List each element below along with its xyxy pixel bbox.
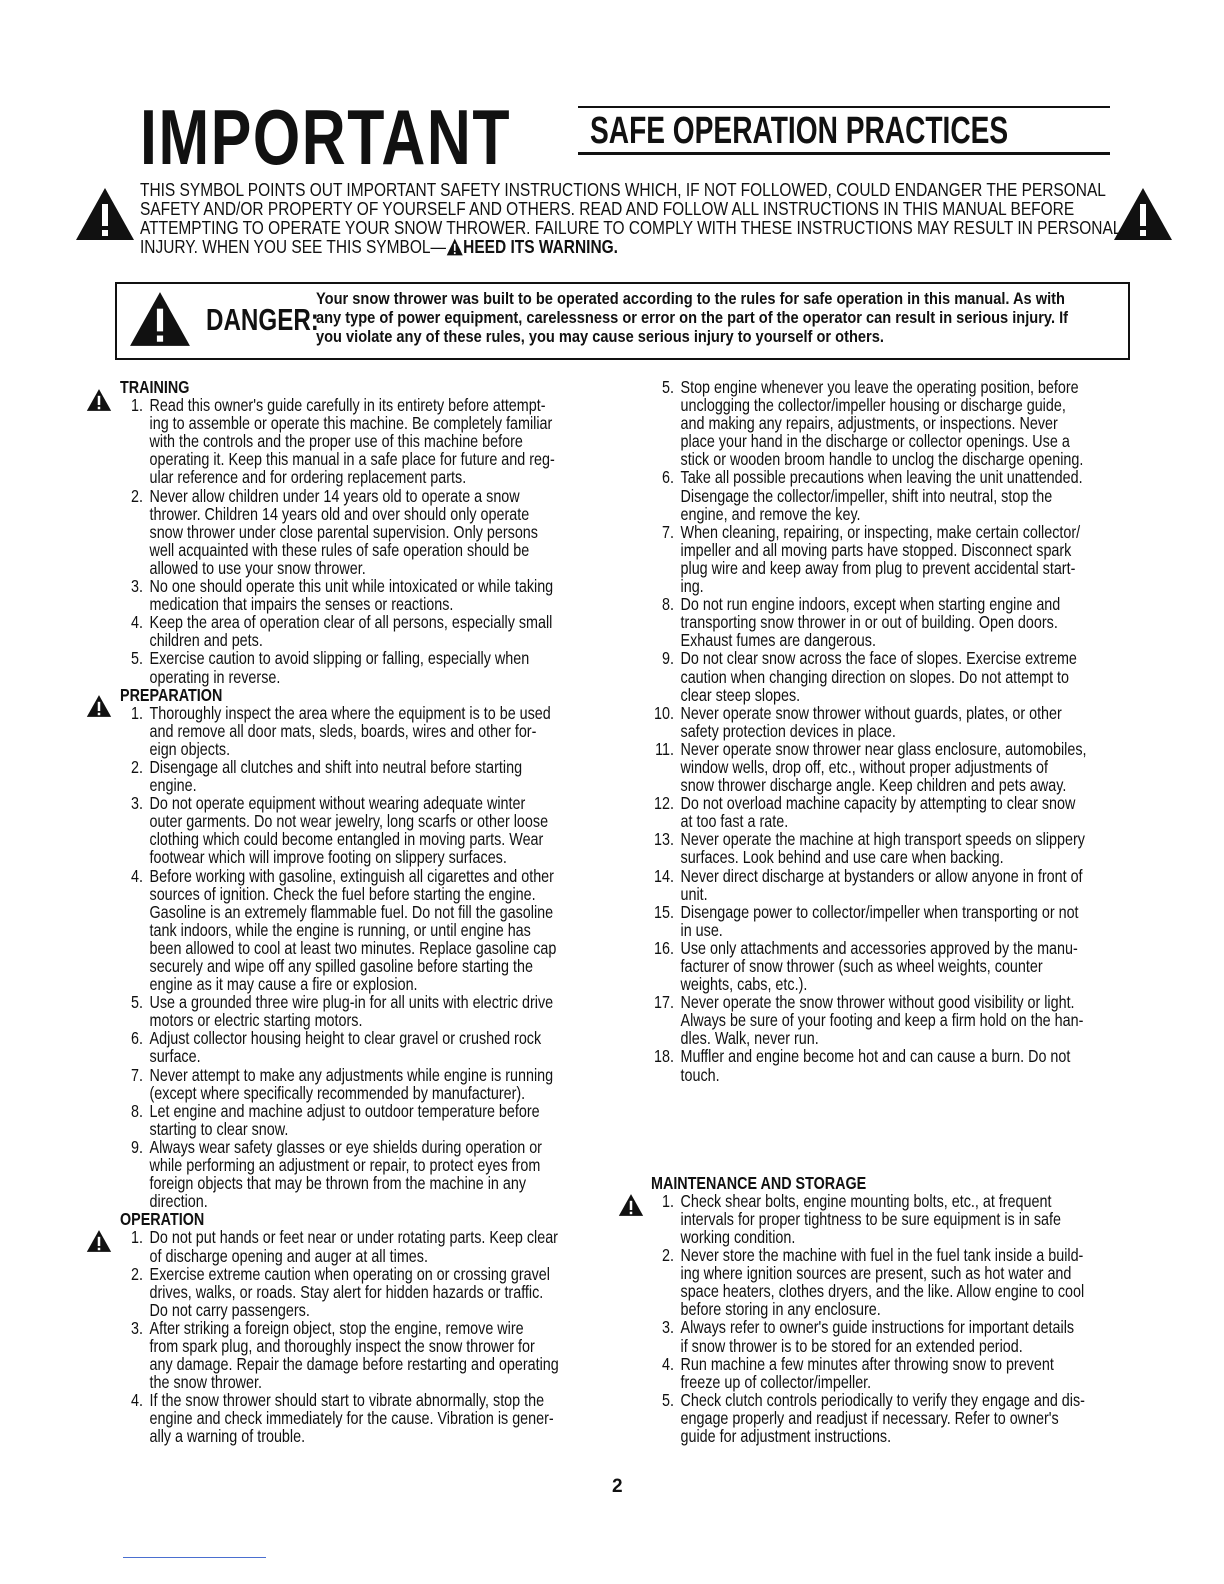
item-text	[150, 487, 600, 577]
item-line: If the snow thrower should start to vibrate abnormally, stop the	[149, 1390, 545, 1411]
training-list	[120, 396, 600, 686]
item-line: Never attempt to make any adjustments while engine is running	[149, 1064, 554, 1085]
item-line: Do not overload machine capacity by attempting to clear snow	[680, 793, 1076, 814]
item-text	[150, 993, 600, 1029]
title-rule	[578, 106, 1110, 108]
item-line: clothing which could become entangled in moving parts. Wear	[149, 829, 544, 850]
item-line: engine.	[149, 775, 197, 796]
item-line: space heaters, clothes dryers, and the like. Allow engine to cool	[680, 1281, 1085, 1302]
item-number: 2.	[661, 1245, 674, 1266]
item-line: Do not operate equipment without wearing adequate winter	[149, 793, 526, 814]
item-line: Exercise caution to avoid slipping or falling, especially when	[149, 648, 530, 669]
item-line: Thoroughly inspect the area where the equipment is to be used	[149, 702, 551, 723]
intro-last-line-prefix: INJURY. WHEN YOU SEE THIS SYMBOL—	[140, 237, 446, 257]
list-item	[651, 1192, 1131, 1246]
item-line: operating it. Keep this manual in a safe place for future and reg-	[149, 449, 555, 470]
operation-continued-section	[651, 378, 1131, 1084]
item-line: and making any repairs, adjustments, or inspections. Never	[680, 413, 1058, 434]
item-text	[150, 1029, 600, 1065]
list-item	[120, 704, 600, 758]
item-line: Always refer to owner's guide instructions for important details	[680, 1317, 1075, 1338]
item-line: engine, and remove the key.	[680, 503, 861, 524]
list-item	[651, 740, 1131, 794]
item-number: 1.	[130, 1227, 143, 1248]
list-item	[651, 939, 1131, 993]
item-text	[150, 1066, 600, 1102]
item-line: Disengage the collector/impeller, shift into neutral, stop the	[680, 485, 1053, 506]
item-text	[681, 740, 1131, 794]
item-line: Use a grounded three wire plug-in for all units with electric drive	[149, 992, 554, 1013]
list-item	[120, 1029, 600, 1065]
item-number: 5.	[130, 992, 143, 1013]
item-line: dles. Walk, never run.	[680, 1028, 819, 1049]
item-text	[681, 1391, 1131, 1445]
list-item	[120, 1138, 600, 1210]
item-number: 2.	[130, 1263, 143, 1284]
list-item	[120, 1102, 600, 1138]
list-item	[120, 1265, 600, 1319]
item-line: freeze up of collector/impeller.	[680, 1371, 872, 1392]
item-line: of discharge opening and auger at all times.	[149, 1245, 428, 1266]
item-line: unclogging the collector/impeller housing or discharge guide,	[680, 395, 1066, 416]
list-item	[651, 903, 1131, 939]
section-heading-preparation: PREPARATION	[120, 684, 223, 705]
item-line: Take all possible precautions when leaving the unit unattended.	[680, 467, 1083, 488]
item-line: window wells, drop off, etc., without proper adjustments of	[680, 756, 1048, 777]
item-line: touch.	[680, 1064, 720, 1085]
item-number: 13.	[654, 829, 674, 850]
item-line: Do not clear snow across the face of slopes. Exercise extreme	[680, 648, 1077, 669]
right-column	[651, 378, 1131, 1445]
item-line: Use only attachments and accessories approved by the manu-	[680, 937, 1078, 958]
item-line: Check clutch controls periodically to verify they engage and dis-	[680, 1389, 1085, 1410]
item-text	[150, 867, 600, 994]
intro-line: SAFETY AND/OR PROPERTY OF YOURSELF AND OTHERS. READ AND FOLLOW ALL INSTRUCTIONS IN THIS MANUAL BEFORE	[140, 199, 1075, 219]
warning-triangle-icon	[1112, 186, 1174, 242]
list-item	[651, 993, 1131, 1047]
item-line: sources of ignition. Check the fuel before starting the engine.	[149, 883, 536, 904]
list-item	[651, 523, 1131, 595]
maintenance-section	[651, 1174, 1131, 1445]
preparation-list	[120, 704, 600, 1211]
item-text	[681, 523, 1131, 595]
list-item	[120, 1319, 600, 1391]
item-line: tank indoors, while the engine is running, or until engine has	[149, 919, 531, 940]
item-line: Keep the area of operation clear of all persons, especially small	[149, 612, 553, 633]
item-text	[681, 1047, 1131, 1083]
list-item	[120, 396, 600, 486]
item-line: facturer of snow thrower (such as wheel weights, counter	[680, 956, 1043, 976]
item-line: Always wear safety glasses or eye shields during operation or	[149, 1136, 542, 1157]
item-number: 8.	[661, 594, 674, 615]
item-text	[681, 649, 1131, 703]
list-item	[120, 993, 600, 1029]
item-line: before storing in any enclosure.	[680, 1299, 881, 1320]
item-number: 3.	[661, 1317, 674, 1338]
item-line: with the controls and the proper use of this machine before	[149, 431, 523, 452]
intro-line	[140, 238, 1112, 257]
danger-text	[316, 289, 1116, 346]
list-item	[651, 1318, 1131, 1354]
item-line: place your hand in the discharge or collector openings. Use a	[680, 431, 1070, 452]
item-line: direction.	[149, 1191, 208, 1212]
item-line: allowed to use your snow thrower.	[149, 557, 366, 578]
item-line: Before working with gasoline, extinguish all cigarettes and other	[149, 865, 554, 886]
item-line: Exercise extreme caution when operating on or crossing gravel	[149, 1263, 550, 1284]
item-line: surfaces. Look behind and use care when backing.	[680, 847, 1004, 868]
item-line: foreign objects that may be thrown from the machine in any	[149, 1173, 527, 1194]
item-number: 5.	[130, 648, 143, 669]
item-line: transporting snow thrower in or out of building. Open doors.	[680, 612, 1058, 633]
item-text	[681, 794, 1131, 830]
list-item	[651, 1047, 1131, 1083]
item-number: 4.	[661, 1353, 674, 1374]
item-line: outer garments. Do not wear jewelry, long scarfs or other loose	[149, 811, 549, 832]
intro-line: ATTEMPTING TO OPERATE YOUR SNOW THROWER. FAILURE TO COMPLY WITH THESE INSTRUCTIONS MAY RESULT IN PERSONAL	[140, 218, 1122, 238]
item-number: 17.	[654, 992, 674, 1013]
warning-triangle-icon	[86, 694, 112, 723]
list-item	[120, 487, 600, 577]
page-number: 2	[612, 1476, 623, 1497]
list-item	[120, 1066, 600, 1102]
item-number: 14.	[654, 865, 674, 886]
item-number: 12.	[654, 793, 674, 814]
item-line: snow thrower under close parental supervision. Only persons	[149, 521, 538, 542]
item-number: 4.	[130, 612, 143, 633]
item-number: 15.	[654, 901, 674, 922]
preparation-section	[120, 686, 600, 1211]
item-line: while performing an adjustment or repair, to protect eyes from	[149, 1155, 541, 1176]
item-line: starting to clear snow.	[149, 1118, 289, 1139]
item-line: stick or wooden broom handle to unclog the discharge opening.	[680, 449, 1084, 470]
item-line: Never operate snow thrower near glass enclosure, automobiles,	[680, 738, 1087, 759]
item-line: been allowed to cool at least two minutes. Replace gasoline cap	[149, 937, 557, 958]
item-text	[150, 1319, 600, 1391]
item-line: unit.	[680, 883, 708, 904]
warning-triangle-icon	[618, 1193, 644, 1222]
item-line: safety protection devices in place.	[680, 720, 896, 741]
item-text	[150, 613, 600, 649]
item-text	[150, 577, 600, 613]
danger-line: any type of power equipment, carelessness or error on the part of the operator can result in serious injury. If	[316, 308, 1069, 327]
item-line: Muffler and engine become hot and can cause a burn. Do not	[680, 1046, 1071, 1067]
item-line: engine and check immediately for the cause. Vibration is gener-	[149, 1408, 554, 1429]
list-item	[120, 649, 600, 685]
danger-line: you violate any of these rules, you may cause serious injury to yourself or others.	[316, 327, 884, 346]
warning-triangle-icon	[128, 290, 192, 348]
list-item	[120, 1391, 600, 1445]
item-number: 18.	[654, 1046, 674, 1067]
item-text	[150, 1138, 600, 1210]
list-item	[651, 468, 1131, 522]
item-line: the snow thrower.	[149, 1372, 262, 1393]
item-line: securely and wipe off any spilled gasoline before starting the	[149, 956, 533, 976]
item-line: well acquainted with these rules of safe operation should be	[149, 539, 530, 560]
item-line: Do not put hands or feet near or under rotating parts. Keep clear	[149, 1227, 558, 1248]
item-text	[681, 939, 1131, 993]
item-line: Disengage power to collector/impeller when transporting or not	[680, 901, 1079, 922]
item-text	[681, 867, 1131, 903]
item-line: clear steep slopes.	[680, 684, 801, 705]
item-line: footwear which will improve footing on slippery surfaces.	[149, 847, 507, 868]
item-number: 2.	[130, 756, 143, 777]
item-text	[150, 794, 600, 866]
item-line: surface.	[149, 1046, 201, 1067]
item-number: 4.	[130, 865, 143, 886]
section-heading-training: TRAINING	[120, 377, 190, 397]
item-line: Disengage all clutches and shift into neutral before starting	[149, 756, 523, 777]
warning-triangle-icon	[446, 238, 463, 256]
item-text	[681, 1192, 1131, 1246]
item-number: 3.	[130, 1317, 143, 1338]
training-section	[120, 378, 600, 686]
list-item	[120, 577, 600, 613]
item-text	[681, 378, 1131, 468]
item-number: 8.	[130, 1100, 143, 1121]
item-number: 5.	[661, 1389, 674, 1410]
item-line: children and pets.	[149, 630, 263, 651]
item-text	[150, 649, 600, 685]
item-line: (except where specifically recommended by manufacturer).	[149, 1082, 526, 1103]
operation-list	[120, 1228, 600, 1445]
item-line: Do not run engine indoors, except when starting engine and	[680, 594, 1061, 615]
item-line: Never allow children under 14 years old to operate a snow	[149, 485, 520, 506]
item-text	[681, 1246, 1131, 1318]
item-text	[150, 1391, 600, 1445]
item-line: Stop engine whenever you leave the operating position, before	[680, 377, 1079, 397]
item-text	[681, 468, 1131, 522]
item-line: Always be sure of your footing and keep a firm hold on the han-	[680, 1010, 1084, 1031]
item-number: 1.	[130, 702, 143, 723]
danger-line: Your snow thrower was built to be operated according to the rules for safe operation in this manual. As with	[316, 289, 1065, 308]
left-column	[120, 378, 600, 1446]
item-line: Adjust collector housing height to clear gravel or crushed rock	[149, 1028, 542, 1049]
subtitle-underline	[578, 152, 1110, 155]
item-text	[681, 704, 1131, 740]
item-line: eign objects.	[149, 738, 231, 759]
item-line: intervals for proper tightness to be sure equipment is in safe	[680, 1208, 1061, 1229]
item-line: any damage. Repair the damage before restarting and operating	[149, 1354, 559, 1375]
item-text	[150, 1228, 600, 1264]
item-text	[150, 1102, 600, 1138]
section-heading-operation: OPERATION	[120, 1209, 205, 1230]
item-line: Do not carry passengers.	[149, 1299, 310, 1320]
item-line: if snow thrower is to be stored for an extended period.	[680, 1335, 1023, 1356]
warning-triangle-icon	[86, 388, 112, 417]
item-line: engage properly and readjust if necessary. Refer to owner's	[680, 1407, 1059, 1428]
list-item	[651, 1246, 1131, 1318]
list-item	[120, 794, 600, 866]
intro-line: THIS SYMBOL POINTS OUT IMPORTANT SAFETY INSTRUCTIONS WHICH, IF NOT FOLLOWED, COULD ENDANGER THE PERSONAL	[140, 180, 1106, 200]
item-line: After striking a foreign object, stop the engine, remove wire	[149, 1317, 524, 1338]
item-line: Run machine a few minutes after throwing snow to prevent	[680, 1353, 1054, 1374]
item-line: at too fast a rate.	[680, 811, 789, 832]
item-line: When cleaning, repairing, or inspecting, make certain collector/	[680, 521, 1081, 542]
footer-rule	[123, 1557, 266, 1558]
item-number: 5.	[661, 377, 674, 397]
item-line: engine as it may cause a fire or explosion.	[149, 974, 418, 995]
item-number: 11.	[655, 738, 674, 759]
maintenance-list	[651, 1192, 1131, 1445]
item-line: operating in reverse.	[149, 666, 281, 687]
item-number: 9.	[661, 648, 674, 669]
page-subtitle: SAFE OPERATION PRACTICES	[590, 110, 1009, 152]
danger-label: DANGER:	[206, 302, 319, 337]
item-line: guide for adjustment instructions.	[680, 1425, 892, 1446]
list-item	[651, 1391, 1131, 1445]
item-line: caution when changing direction on slopes. Do not attempt to	[680, 666, 1070, 687]
item-number: 1.	[661, 1190, 674, 1211]
item-line: Read this owner's guide carefully in its entirety before attempt-	[149, 395, 546, 416]
item-line: thrower. Children 14 years old and over should only operate	[149, 503, 530, 524]
warning-triangle-icon	[86, 1229, 112, 1258]
item-number: 9.	[130, 1136, 143, 1157]
item-text	[150, 704, 600, 758]
heed-warning-text: HEED ITS WARNING.	[463, 237, 618, 257]
item-line: Never store the machine with fuel in the fuel tank inside a build-	[680, 1245, 1084, 1266]
warning-triangle-icon	[74, 186, 136, 242]
item-text	[681, 830, 1131, 866]
item-line: snow thrower discharge angle. Keep children and pets away.	[680, 775, 1067, 796]
item-line: Gasoline is an extremely flammable fuel. Do not fill the gasoline	[149, 901, 554, 922]
page-title: IMPORTANT	[140, 93, 512, 181]
item-line: ing to assemble or operate this machine. Be completely familiar	[149, 413, 553, 434]
item-line: ing.	[680, 576, 704, 597]
operation-section	[120, 1210, 600, 1445]
item-text	[150, 1265, 600, 1319]
item-line: impeller and all moving parts have stopped. Disconnect spark	[680, 539, 1072, 560]
list-item	[651, 830, 1131, 866]
list-item	[120, 613, 600, 649]
item-text	[681, 1355, 1131, 1391]
item-text	[681, 903, 1131, 939]
list-item	[120, 1228, 600, 1264]
list-item	[120, 867, 600, 994]
item-number: 7.	[130, 1064, 143, 1085]
list-item	[651, 1355, 1131, 1391]
item-number: 3.	[130, 576, 143, 597]
item-number: 6.	[661, 467, 674, 488]
item-number: 3.	[130, 793, 143, 814]
operation-continued-list	[651, 378, 1131, 1084]
item-line: and remove all door mats, sleds, boards, wires and other for-	[149, 720, 537, 741]
item-line: from spark plug, and thoroughly inspect the snow thrower for	[149, 1335, 535, 1356]
item-line: in use.	[680, 919, 723, 940]
item-number: 10.	[654, 702, 674, 723]
item-number: 2.	[130, 485, 143, 506]
item-line: medication that impairs the senses or reactions.	[149, 594, 454, 615]
item-line: Never operate snow thrower without guards, plates, or other	[680, 702, 1062, 723]
item-line: ular reference and for ordering replacement parts.	[149, 467, 467, 488]
item-number: 7.	[661, 521, 674, 542]
item-text	[150, 396, 600, 486]
item-text	[681, 595, 1131, 649]
list-item	[120, 758, 600, 794]
list-item	[651, 595, 1131, 649]
safety-symbol-intro	[140, 180, 1122, 257]
item-line: Never direct discharge at bystanders or allow anyone in front of	[680, 865, 1083, 886]
item-line: plug wire and keep away from plug to prevent accidental start-	[680, 557, 1076, 578]
item-line: No one should operate this unit while intoxicated or while taking	[149, 576, 554, 597]
item-line: Never operate the snow thrower without good visibility or light.	[680, 992, 1075, 1013]
list-item	[651, 794, 1131, 830]
item-number: 1.	[130, 395, 143, 416]
item-line: Exhaust fumes are dangerous.	[680, 630, 876, 651]
item-number: 16.	[654, 937, 674, 958]
list-item	[651, 867, 1131, 903]
list-item	[651, 649, 1131, 703]
list-item	[651, 704, 1131, 740]
item-line: working condition.	[680, 1226, 796, 1247]
item-text	[681, 1318, 1131, 1354]
item-line: ing where ignition sources are present, such as hot water and	[680, 1263, 1072, 1284]
item-line: Check shear bolts, engine mounting bolts, etc., at frequent	[680, 1190, 1052, 1211]
section-heading-maintenance: MAINTENANCE AND STORAGE	[651, 1172, 867, 1193]
item-number: 4.	[130, 1390, 143, 1411]
item-line: ally a warning of trouble.	[149, 1426, 306, 1447]
item-line: weights, cabs, etc.).	[680, 974, 808, 995]
list-item	[651, 378, 1131, 468]
item-line: Let engine and machine adjust to outdoor temperature before	[149, 1100, 540, 1121]
item-line: motors or electric starting motors.	[149, 1010, 363, 1031]
item-line: drives, walks, or roads. Stay alert for hidden hazards or traffic.	[149, 1281, 544, 1302]
item-text	[150, 758, 600, 794]
column-spacer	[651, 1084, 1131, 1174]
item-text	[681, 993, 1131, 1047]
item-line: Never operate the machine at high transport speeds on slippery	[680, 829, 1085, 850]
item-number: 6.	[130, 1028, 143, 1049]
